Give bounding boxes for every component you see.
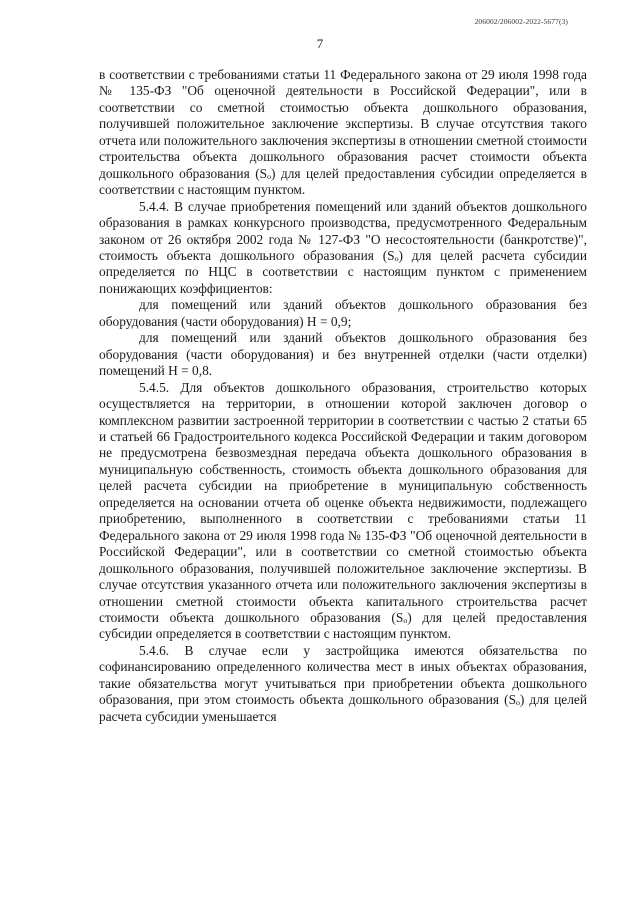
document-id: 206002/206002-2022-5677(3) xyxy=(474,17,568,26)
page-number: 7 xyxy=(316,36,324,51)
paragraph-continuation: в соответствии с требованиями статьи 11 Федерального закона от 29 июля 1998 года № 135-ФЗ "Об оценочной деятельности в Российской Федерации", или в соответствии со сметной стоимостью объекта дошкольного образования, получившей положительное заключение экспертизы. В случае отсутствия такого отчета или положительного заключения экспертизы в отношении сметной стоимости строительства объекта дошкольного образования расчет стоимости объекта дошкольного образования (Sₒ) для целей предоставления субсидии определяется в соответствии с настоящим пунктом. xyxy=(99,67,587,198)
paragraph-coefficient-0-9: для помещений или зданий объектов дошкольного образования без оборудования (части оборудования) Н = 0,9; xyxy=(99,297,587,329)
document-body xyxy=(99,67,587,725)
paragraph-5-4-6: 5.4.6. В случае если у застройщика имеются обязательства по софинансированию определенного количества мест в иных объектах образования, такие обязательства могут учитываться при приобретении объекта дошкольного образования, при этом стоимость объекта дошкольного образования (Sₒ) для целей расчета субсидии уменьшается xyxy=(99,642,587,724)
paragraph-5-4-5: 5.4.5. Для объектов дошкольного образования, строительство которых осуществляется на территории, в отношении которой заключен договор о комплексном развитии застроенной территории в соответствии с частью 2 статьи 65 и статьей 66 Градостроительного кодекса Российской Федерации и таким договором не предусмотрена безвозмездная передача объекта дошкольного образования в муниципальную собственность, стоимость объекта дошкольного образования для целей расчета субсидии на приобретение в муниципальную собственность определяется на основании отчета об оценке объекта недвижимости, подлежащего приобретению, выполненного в соответствии с требованиями статьи 11 Федерального закона от 29 июля 1998 года № 135-ФЗ "Об оценочной деятельности в Российской Федерации", или в соответствии со сметной стоимостью объекта дошкольного образования, получившей положительное заключение экспертизы. В случае отсутствия указанного отчета или положительного заключения экспертизы в отношении сметной стоимости объекта капитального строительства расчет стоимости объекта дошкольного образования (Sₒ) для целей предоставления субсидии определяется в соответствии с настоящим пунктом. xyxy=(99,379,587,642)
paragraph-coefficient-0-8: для помещений или зданий объектов дошкольного образования без оборудования (части оборудования) и без внутренней отделки (части отделки) помещений Н = 0,8. xyxy=(99,330,587,379)
paragraph-5-4-4: 5.4.4. В случае приобретения помещений или зданий объектов дошкольного образования в рамках конкурсного производства, предусмотренного Федеральным законом от 26 октября 2002 года № 127-ФЗ "О несостоятельности (банкротстве)", стоимость объекта дошкольного образования (Sₒ) для целей расчета субсидии определяется по НЦС в соответствии с настоящим пунктом с применением понижающих коэффициентов: xyxy=(99,198,587,296)
